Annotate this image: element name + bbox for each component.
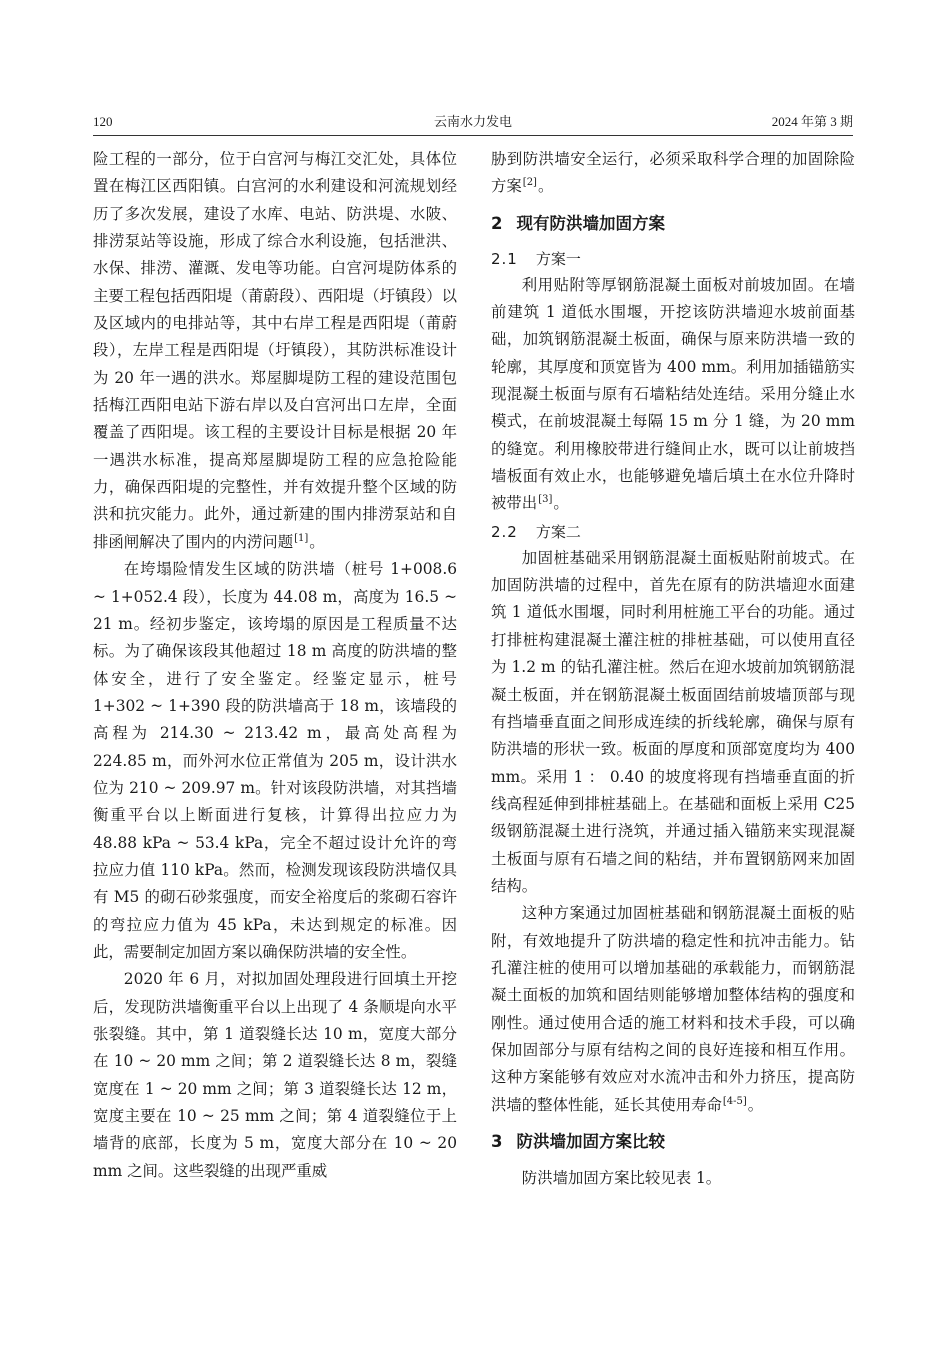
paragraph-continued [93, 146, 457, 556]
paragraph: 加固桩基础采用钢筋混凝土面板贴附前坡式。在加固防洪墙的过程中，首先在原有的防洪墙迎水面建筑 1 道低水围堰，同时利用桩施工平台的功能。通过打排桩构建混凝土灌注桩的排桩基础，可以使用直径为 1.2 m 的钻孔灌注桩。然后在迎水坡前加筑钢筋混凝土板面，并在钢筋混凝土板面固结前坡墙顶部与现有挡墙垂直面之间形成连续的折线轮廓，确保与原有防洪墙的形状一致。板面的厚度和顶部宽度均为 400 mm。采用 1 ： 0.40 的坡度将现有挡墙垂直面的折线高程延伸到排桩基础上。在基础和面板上采用 C25 级钢筋混凝土进行浇筑，并通过插入锚筋来实现混凝土板面与原有石墙之间的粘结，并布置钢筋网来加固结构。 [491, 548, 855, 895]
paragraph: 2020 年 6 月，对拟加固处理段进行回填土开挖后，发现防洪墙衡重平台以上出现了 4 条顺堤向水平张裂缝。其中，第 1 道裂缝长达 10 m，宽度大部分在 10 ~ 20 mm 之间；第 2 道裂缝长达 8 m，裂缝宽度在 1 ~ 20 mm 之间；第 3 道裂缝长达 12 m，宽度主要在 10 ~ 25 mm 之间；第 4 道裂缝位于上墙背的底部，长度为 5 m，宽度大部分在 10 ~ 20 mm 之间。这些裂缝的出现严重威 [93, 970, 457, 1180]
paragraph-end: 。 [747, 1095, 764, 1114]
citation: [1] [294, 532, 309, 544]
paragraph-end: 。 [537, 177, 554, 196]
right-column [491, 146, 855, 1192]
citation: [3] [538, 494, 553, 506]
paragraph-text: 胁到防洪墙安全运行，必须采取科学合理的加固除险方案 [491, 150, 855, 196]
running-header [93, 113, 853, 133]
paragraph-end: 。 [553, 494, 569, 513]
citation: [4-5] [722, 1095, 747, 1107]
section-title: 防洪墙加固方案比较 [516, 1132, 665, 1151]
paragraph-text: 这种方案通过加固桩基础和钢筋混凝土面板的贴附，有效地提升了防洪墙的稳定性和抗冲击能力。钻孔灌注桩的使用可以增加基础的承载能力，而钢筋混凝土面板的加筑和固结则能够增加整体结构的强度和刚性。通过使用合适的施工材料和技术手段，可以确保加固部分与原有结构之间的良好连接和相互作用。这种方案能够有效应对水流冲击和外力挤压，提高防洪墙的整体性能，延长其使用寿命 [491, 904, 855, 1114]
subsection-heading-2-1 [491, 247, 855, 272]
journal-name: 云南水力发电 [433, 114, 512, 129]
section-number: 2 [491, 213, 503, 233]
paragraph-text: 利用贴附等厚钢筋混凝土面板对前坡加固。在墙前建筑 1 道低水围堰，开挖该防洪墙迎水坡前面基础，加筑钢筋混凝土板面，确保与原来防洪墙一致的轮廓，其厚度和顶宽皆为 400 mm。利用加插锚筋实现混凝土板面与原有石墙粘结处连结。采用分缝止水模式，在前坡混凝土每隔 15 m 分 1 缝，为 20 mm 的缝宽。利用橡胶带进行缝间止水，既可以让前坡挡墙板面有效止水，也能够避免墙后填土在水位升降时被带出 [491, 275, 855, 513]
page-number: 120 [93, 114, 113, 129]
section-title: 现有防洪墙加固方案 [516, 213, 665, 233]
header-rule [93, 135, 853, 136]
left-column [93, 146, 457, 1185]
section-heading-2 [491, 211, 855, 237]
section-heading-3 [491, 1129, 855, 1155]
paragraph-continued [491, 146, 855, 201]
paragraph: 在垮塌险情发生区域的防洪墙（桩号 1+008.6 ~ 1+052.4 段），长度为 44.08 m，高度为 16.5 ~ 21 m。经初步鉴定，该垮塌的原因是工程质量不达标。为了确保该段其他超过 18 m 高度的防洪墙的整体安全，进行了安全鉴定。经鉴定显示，桩号 1+302 ~ 1+390 段的防洪墙高于 18 m，该墙段的高程为 214.30 ~ 213.42 m，最高处高程为 224.85 m，而外河水位正常值为 205 m，设计洪水位为 210 ~ 209.97 m。针对该段防洪墙，对其挡墙衡重平台以上断面进行复核，计算得出拉应力为 48.88 kPa ~ 53.4 kPa，完全不超过设计允许的弯拉应力值 110 kPa。然而，检测发现该段防洪墙仅具有 M5 的砌石砂浆强度，而安全裕度后的浆砌石容许的弯拉应力值为 45 kPa，未达到规定的标准。因此，需要制定加固方案以确保防洪墙的安全性。 [93, 560, 457, 961]
subsection-title: 方案一 [535, 249, 581, 268]
paragraph-text: 险工程的一部分，位于白宫河与梅江交汇处，具体位置在梅江区西阳镇。白宫河的水利建设和河流规划经历了多次发展，建设了水库、电站、防洪堤、水陂、排涝泵站等设施，形成了综合水利设施，包括泄洪、水保、排涝、灌溉、发电等功能。白宫河堤防体系的主要工程包括西阳堤（莆蔚段）、西阳堤（圩镇段）以及区域内的电排站等，其中右岸工程是西阳堤（莆蔚段），左岸工程是西阳堤（圩镇段），其防洪标准设计为 20 年一遇的洪水。郑屋脚堤防工程的建设范围包括梅江西阳电站下游右岸以及白宫河出口左岸，全面覆盖了西阳堤。该工程的主要设计目标是根据 20 年一遇洪水标准，提高郑屋脚堤防工程的应急抢险能力，确保西阳堤的完整性，并有效提升整个区域的防洪和抗灾能力。此外，通过新建的围内排涝泵站和自排函闸解决了围内的内涝问题 [93, 150, 457, 551]
subsection-heading-2-2 [491, 520, 855, 545]
issue-info: 2024 年第 3 期 [771, 114, 853, 129]
section-number: 3 [491, 1132, 503, 1151]
citation: [2] [522, 177, 537, 189]
paragraph [491, 272, 855, 518]
subsection-number: 2.2 [491, 522, 518, 541]
subsection-title: 方案二 [535, 522, 581, 541]
paragraph [491, 900, 855, 1119]
paragraph: 防洪墙加固方案比较见表 1。 [521, 1169, 722, 1187]
subsection-number: 2.1 [491, 249, 518, 268]
paragraph-end: 。 [309, 532, 325, 551]
